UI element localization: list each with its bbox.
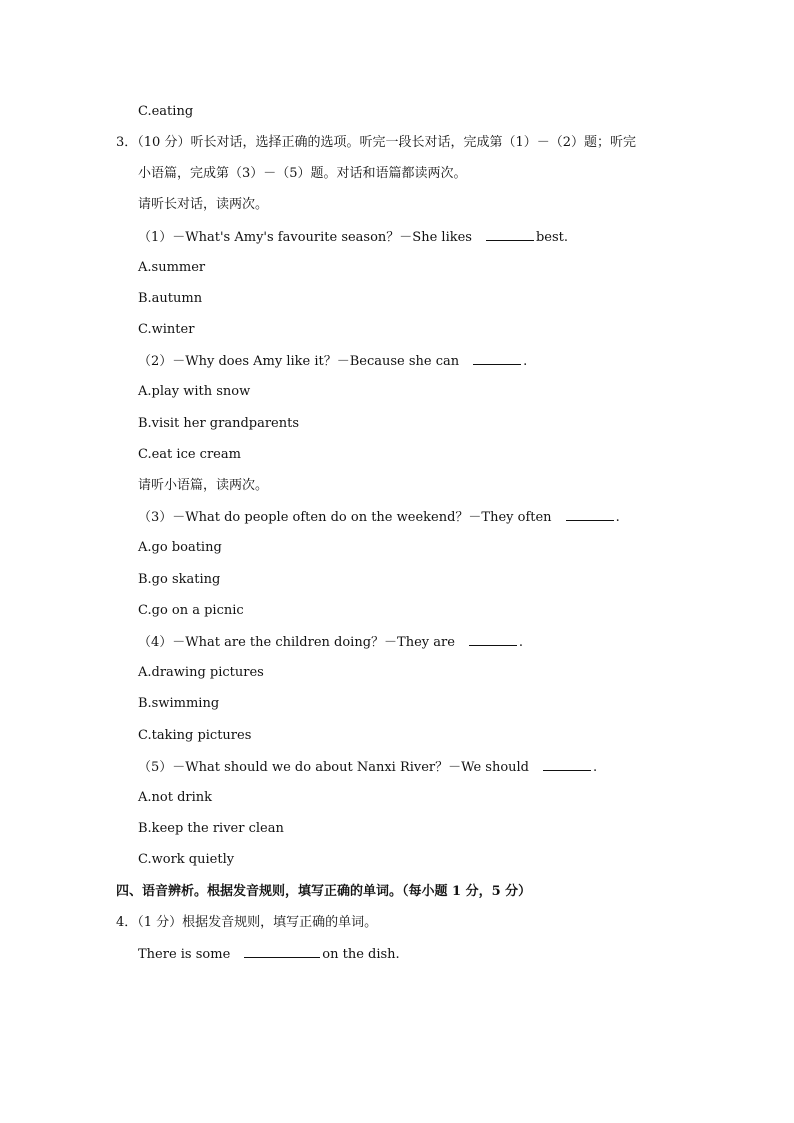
option-4c: C.taking pictures: [138, 728, 252, 743]
answer-blank-5[interactable]: [543, 758, 591, 771]
question-4-sentence: [138, 945, 400, 964]
sub-question-5-prompt: （5）－What should we do about Nanxi River？－We should: [138, 760, 529, 775]
question-3-instruction-line2: 小语篇，完成第（3）－（5）题。对话和语篇都读两次。: [138, 166, 467, 181]
sub-question-3-prompt: （3）－What do people often do on the weekend？－They often: [138, 510, 552, 525]
answer-blank-q4[interactable]: [244, 945, 320, 958]
option-2b: B.visit her grandparents: [138, 416, 300, 431]
section-4-heading: 四、语音辨析。根据发音规则，填写正确的单词。（每小题 1 分，5 分）: [116, 884, 532, 899]
option-2c: C.eat ice cream: [138, 447, 241, 462]
previous-option-c: C.eating: [138, 104, 194, 119]
option-2a: A.play with snow: [138, 384, 251, 399]
option-1c: C.winter: [138, 322, 195, 337]
option-4b: B.swimming: [138, 696, 220, 711]
option-3a: A.go boating: [138, 540, 222, 555]
sub-question-1-suffix: best.: [535, 230, 569, 245]
sub-question-3-suffix: .: [615, 510, 620, 525]
sub-question-4: [138, 633, 523, 652]
question-4-instruction: 4．（1 分）根据发音规则，填写正确的单词。: [116, 915, 378, 930]
option-3b: B.go skating: [138, 572, 221, 587]
passage-intro: 请听小语篇，读两次。: [138, 478, 269, 493]
sub-question-5-suffix: .: [593, 760, 598, 775]
sub-question-1: [138, 228, 568, 247]
sub-question-5: [138, 758, 597, 777]
option-4a: A.drawing pictures: [138, 665, 264, 680]
option-5a: A.not drink: [138, 790, 213, 805]
option-3c: C.go on a picnic: [138, 603, 244, 618]
option-1b: B.autumn: [138, 291, 203, 306]
sub-question-4-prompt: （4）－What are the children doing？－They are: [138, 635, 455, 650]
sub-question-2: [138, 352, 527, 371]
answer-blank-2[interactable]: [473, 352, 521, 365]
sub-question-4-suffix: .: [518, 635, 524, 650]
question-4-sentence-prefix: There is some: [138, 947, 231, 962]
dialogue-intro: 请听长对话，读两次。: [138, 197, 269, 212]
sub-question-3: [138, 508, 620, 527]
question-4-sentence-suffix: on the dish.: [322, 947, 400, 962]
option-5c: C.work quietly: [138, 852, 235, 867]
sub-question-2-prompt: （2）－Why does Amy like it？－Because she can: [138, 354, 460, 369]
option-1a: A.summer: [138, 260, 206, 275]
answer-blank-3[interactable]: [566, 508, 614, 521]
sub-question-2-suffix: .: [523, 354, 528, 369]
sub-question-1-prompt: （1）－What's Amy's favourite season？－She likes: [138, 230, 472, 245]
question-3-instruction-line1: 3．（10 分）听长对话，选择正确的选项。听完一段长对话，完成第（1）－（2）题；听完: [116, 135, 636, 150]
option-5b: B.keep the river clean: [138, 821, 284, 836]
answer-blank-4[interactable]: [469, 633, 517, 646]
answer-blank-1[interactable]: [486, 228, 534, 241]
